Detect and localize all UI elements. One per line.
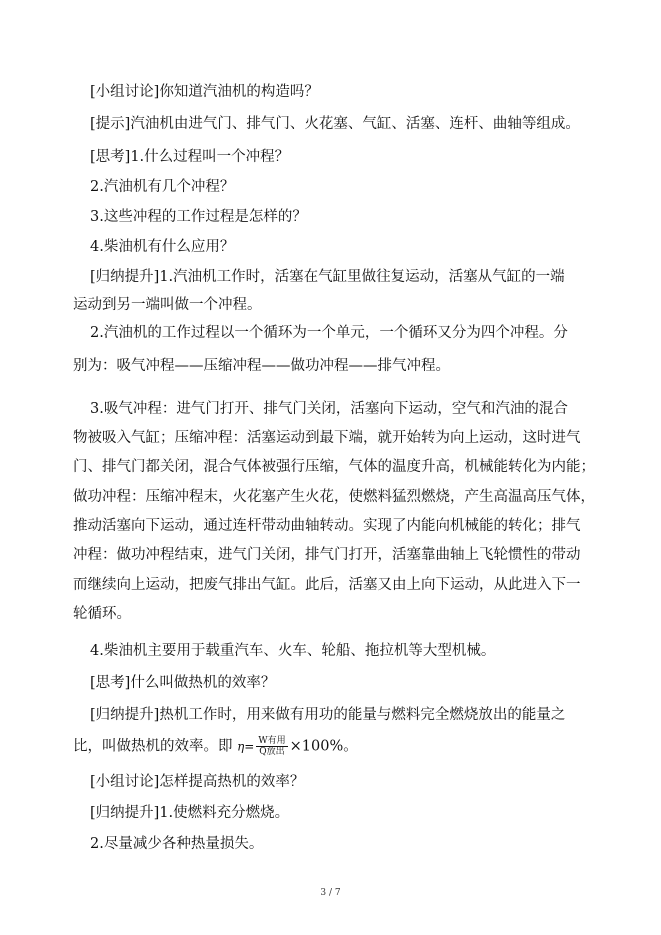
paragraph-line: [73, 356, 450, 376]
paragraph-line: [90, 267, 565, 287]
efficiency-symbol: η=: [237, 739, 255, 754]
paragraph-line: [73, 516, 581, 536]
line-text: 推动活塞向下运动，通过连杆带动曲轴转动。实现了内能向机械能的转化；排气: [73, 518, 581, 534]
line-text: 2.尽量减少各种热量损失。: [90, 836, 264, 852]
line-text: 2.汽油机有几个冲程？: [90, 179, 235, 195]
paragraph-line: [90, 803, 289, 823]
line-text: 你知道汽油机的构造吗？: [159, 84, 319, 100]
line-text: 什么叫做热机的效率？: [130, 675, 276, 691]
paragraph-line: [90, 673, 275, 693]
line-text: ×100%。: [289, 738, 358, 755]
paragraph-line: [90, 323, 568, 343]
section-tag: [小组讨论]: [90, 774, 160, 790]
paragraph-line: [73, 428, 581, 448]
fraction-denominator: Q放出: [259, 747, 285, 757]
section-tag: [归纳提升]: [90, 707, 160, 723]
paragraph-line: [90, 705, 565, 725]
line-text: 4.柴油机有什么应用？: [90, 239, 235, 255]
line-text: 4.柴油机主要用于载重汽车、火车、轮船、拖拉机等大型机械。: [90, 643, 496, 659]
efficiency-fraction: [256, 736, 287, 757]
line-text: 轮循环。: [73, 606, 131, 622]
line-text: 1.汽油机工作时，活塞在气缸里做往复运动，活塞从气缸的一端: [159, 269, 565, 285]
line-text: 1.什么过程叫一个冲程？: [130, 149, 290, 165]
line-text: 2.汽油机的工作过程以一个循环为一个单元，一个循环又分为四个冲程。分: [90, 325, 568, 341]
paragraph-line: [73, 604, 131, 624]
section-tag: [归纳提升]: [90, 269, 160, 285]
line-text: 冲程：做功冲程结束，进气门关闭，排气门打开，活塞靠曲轴上飞轮惯性的带动: [73, 547, 581, 563]
line-text: 而继续向上运动，把废气排出气缸。此后，活塞又由上向下运动，从此进入下一: [73, 577, 581, 593]
formula-line: [73, 736, 358, 757]
paragraph-line: [73, 545, 581, 565]
line-text: 热机工作时，用来做有用功的能量与燃料完全燃烧放出的能量之: [159, 707, 566, 723]
paragraph-line: [90, 82, 319, 102]
paragraph-line: [73, 487, 595, 507]
line-text: 物被吸入气缸；压缩冲程：活塞运动到最下端，就开始转为向上运动，这时进气: [73, 430, 581, 446]
line-text: 1.使燃料充分燃烧。: [159, 805, 290, 821]
paragraph-line: [90, 114, 580, 134]
paragraph-line: [73, 295, 262, 315]
paragraph-line: [90, 641, 495, 661]
page-number: 3 / 7: [320, 888, 341, 898]
paragraph-line: [90, 207, 307, 227]
line-text: 汽油机由进气门、排气门、火花塞、气缸、活塞、连杆、曲轴等组成。: [130, 116, 580, 132]
paragraph-line: [90, 399, 568, 419]
paragraph-line: [73, 457, 595, 477]
line-text: 做功冲程：压缩冲程末，火花塞产生火花，使燃料猛烈燃烧，产生高温高压气体，: [73, 489, 595, 505]
line-text: 怎样提高热机的效率？: [159, 774, 305, 790]
paragraph-line: [90, 834, 263, 854]
paragraph-line: [90, 177, 234, 197]
paragraph-line: [90, 772, 304, 792]
fraction-numerator: W有用: [258, 736, 286, 746]
paragraph-line: [90, 147, 289, 167]
section-tag: [提示]: [90, 116, 131, 132]
section-tag: [归纳提升]: [90, 805, 160, 821]
paragraph-line: [73, 575, 581, 595]
line-text: 3.吸气冲程：进气门打开、排气门关闭，活塞向下运动，空气和汽油的混合: [90, 401, 568, 417]
line-text: 3.这些冲程的工作过程是怎样的？: [90, 209, 307, 225]
section-tag: [思考]: [90, 675, 131, 691]
section-tag: [思考]: [90, 149, 131, 165]
line-text: 比，叫做热机的效率。即: [73, 738, 238, 755]
paragraph-line: [90, 237, 234, 257]
line-text: 别为：吸气冲程——压缩冲程——做功冲程——排气冲程。: [73, 358, 450, 374]
section-tag: [小组讨论]: [90, 84, 160, 100]
line-text: 门、排气门都关闭，混合气体被强行压缩，气体的温度升高，机械能转化为内能；: [73, 459, 595, 475]
line-text: 运动到另一端叫做一个冲程。: [73, 297, 262, 313]
